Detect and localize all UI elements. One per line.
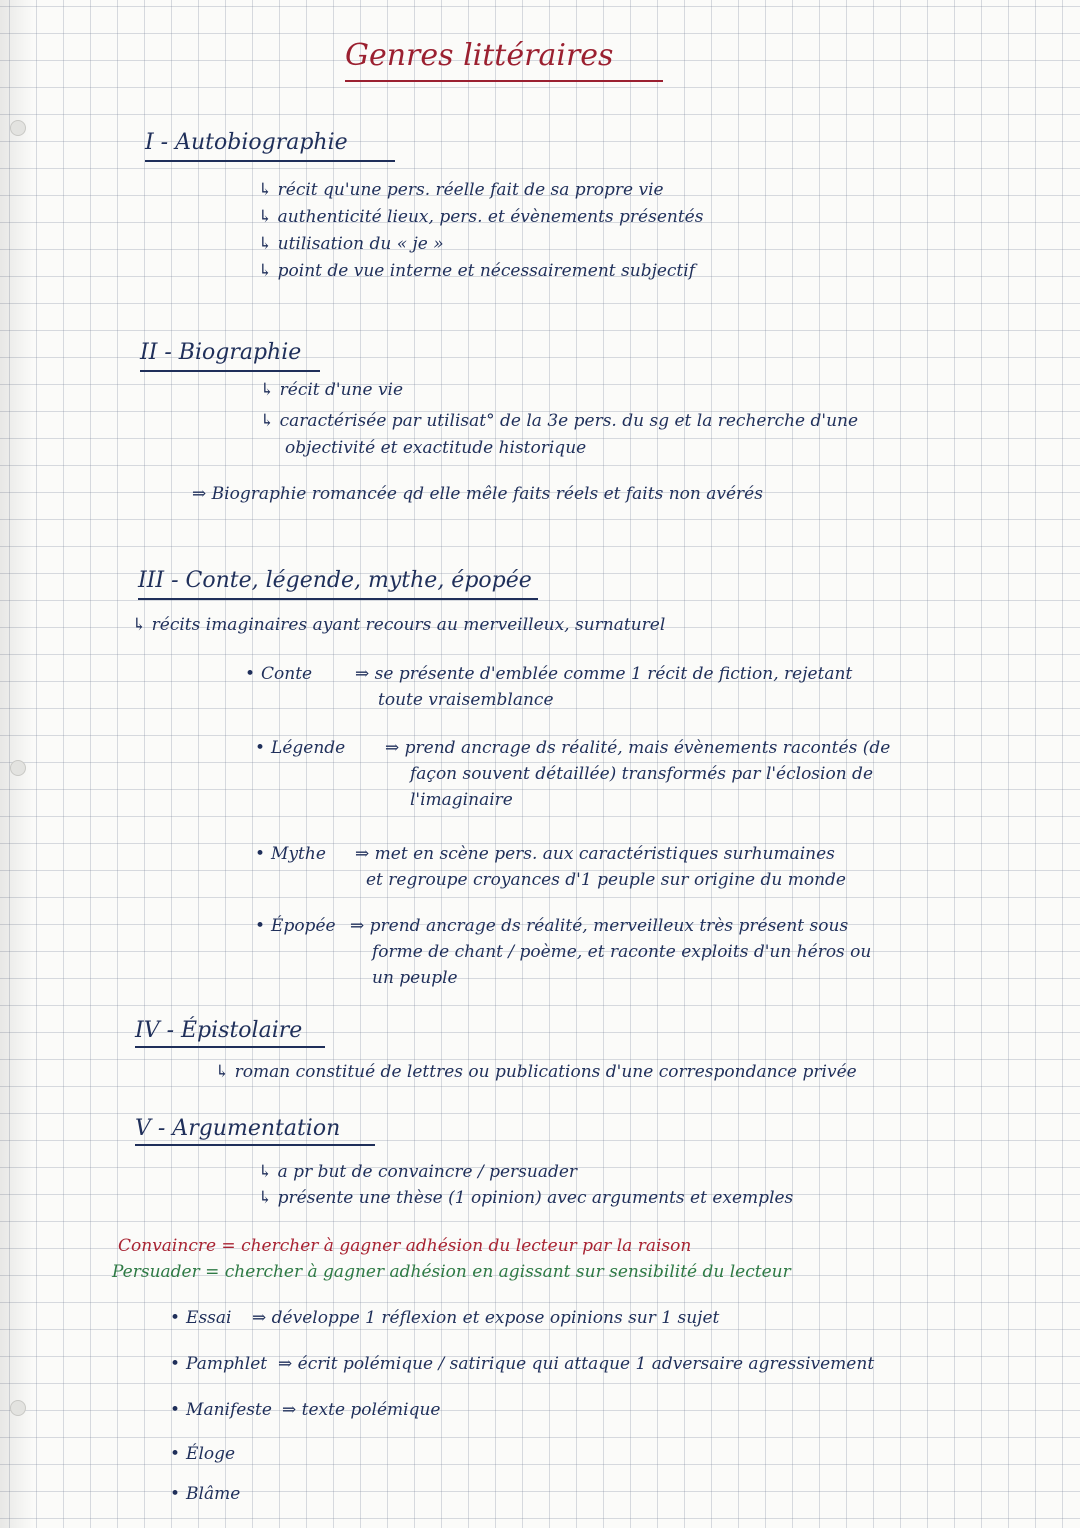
genre-text: ⇒ texte polémique xyxy=(282,1400,441,1420)
heading-underline xyxy=(135,1144,375,1146)
genre-text: un peuple xyxy=(372,968,458,988)
genre-text: ⇒ met en scène pers. aux caractéristiques surhumaines xyxy=(355,844,835,864)
page-title: Genres littéraires xyxy=(345,38,614,73)
section-heading-biographie: II - Biographie xyxy=(140,340,302,365)
section-line: ↳ authenticité lieux, pers. et évènements présentés xyxy=(258,207,704,227)
section-line: ↳ présente une thèse (1 opinion) avec arguments et exemples xyxy=(258,1188,794,1208)
heading-underline xyxy=(140,370,320,372)
genre-text: et regroupe croyances d'1 peuple sur origine du monde xyxy=(366,870,846,890)
definition-persuader: Persuader = chercher à gagner adhésion en agissant sur sensibilité du lecteur xyxy=(112,1262,791,1282)
section-line: ↳ récit d'une vie xyxy=(260,380,404,400)
genre-term-mythe: • Mythe xyxy=(255,844,326,864)
section-line: ↳ récit qu'une pers. réelle fait de sa propre vie xyxy=(258,180,664,200)
genre-text: ⇒ prend ancrage ds réalité, mais évènements racontés (de xyxy=(385,738,891,758)
section-intro: ↳ récits imaginaires ayant recours au merveilleux, surnaturel xyxy=(132,615,666,635)
heading-underline xyxy=(145,160,395,162)
section-line: ↳ utilisation du « je » xyxy=(258,234,444,254)
genre-text: l'imaginaire xyxy=(410,790,513,810)
section-heading-autobiographie: I - Autobiographie xyxy=(145,130,348,155)
binding-hole xyxy=(10,120,26,136)
genre-term-epopee: • Épopée xyxy=(255,916,336,936)
section-line: ↳ a pr but de convaincre / persuader xyxy=(258,1162,578,1182)
genre-term-blame: • Blâme xyxy=(170,1484,241,1504)
heading-underline xyxy=(135,1046,325,1048)
section-line: objectivité et exactitude historique xyxy=(285,438,587,458)
title-underline xyxy=(345,80,663,82)
genre-term-conte: • Conte xyxy=(245,664,313,684)
binding-hole xyxy=(10,1400,26,1416)
section-line: ↳ roman constitué de lettres ou publications d'une correspondance privée xyxy=(215,1062,857,1082)
genre-text: ⇒ développe 1 réflexion et expose opinions sur 1 sujet xyxy=(252,1308,720,1328)
genre-text: toute vraisemblance xyxy=(378,690,554,710)
genre-text: ⇒ se présente d'emblée comme 1 récit de fiction, rejetant xyxy=(355,664,853,684)
section-heading-conte: III - Conte, légende, mythe, épopée xyxy=(138,568,532,593)
genre-term-legende: • Légende xyxy=(255,738,346,758)
definition-convaincre: Convaincre = chercher à gagner adhésion du lecteur par la raison xyxy=(118,1236,692,1256)
binding-hole xyxy=(10,760,26,776)
section-line: ↳ point de vue interne et nécessairement subjectif xyxy=(258,261,695,281)
section-line: ⇒ Biographie romancée qd elle mêle faits réels et faits non avérés xyxy=(192,484,763,504)
section-line: ↳ caractérisée par utilisat° de la 3e pers. du sg et la recherche d'une xyxy=(260,411,859,431)
genre-term-eloge: • Éloge xyxy=(170,1444,236,1464)
genre-text: ⇒ prend ancrage ds réalité, merveilleux très présent sous xyxy=(350,916,849,936)
genre-text: forme de chant / poème, et raconte exploits d'un héros ou xyxy=(372,942,872,962)
genre-term-essai: • Essai xyxy=(170,1308,232,1328)
genre-term-pamphlet: • Pamphlet xyxy=(170,1354,268,1374)
heading-underline xyxy=(138,598,538,600)
section-heading-epistolaire: IV - Épistolaire xyxy=(135,1018,303,1043)
genre-text: ⇒ écrit polémique / satirique qui attaque 1 adversaire agressivement xyxy=(278,1354,875,1374)
genre-text: façon souvent détaillée) transformés par l'éclosion de xyxy=(410,764,874,784)
section-heading-argumentation: V - Argumentation xyxy=(135,1116,341,1141)
genre-term-manifeste: • Manifeste xyxy=(170,1400,272,1420)
